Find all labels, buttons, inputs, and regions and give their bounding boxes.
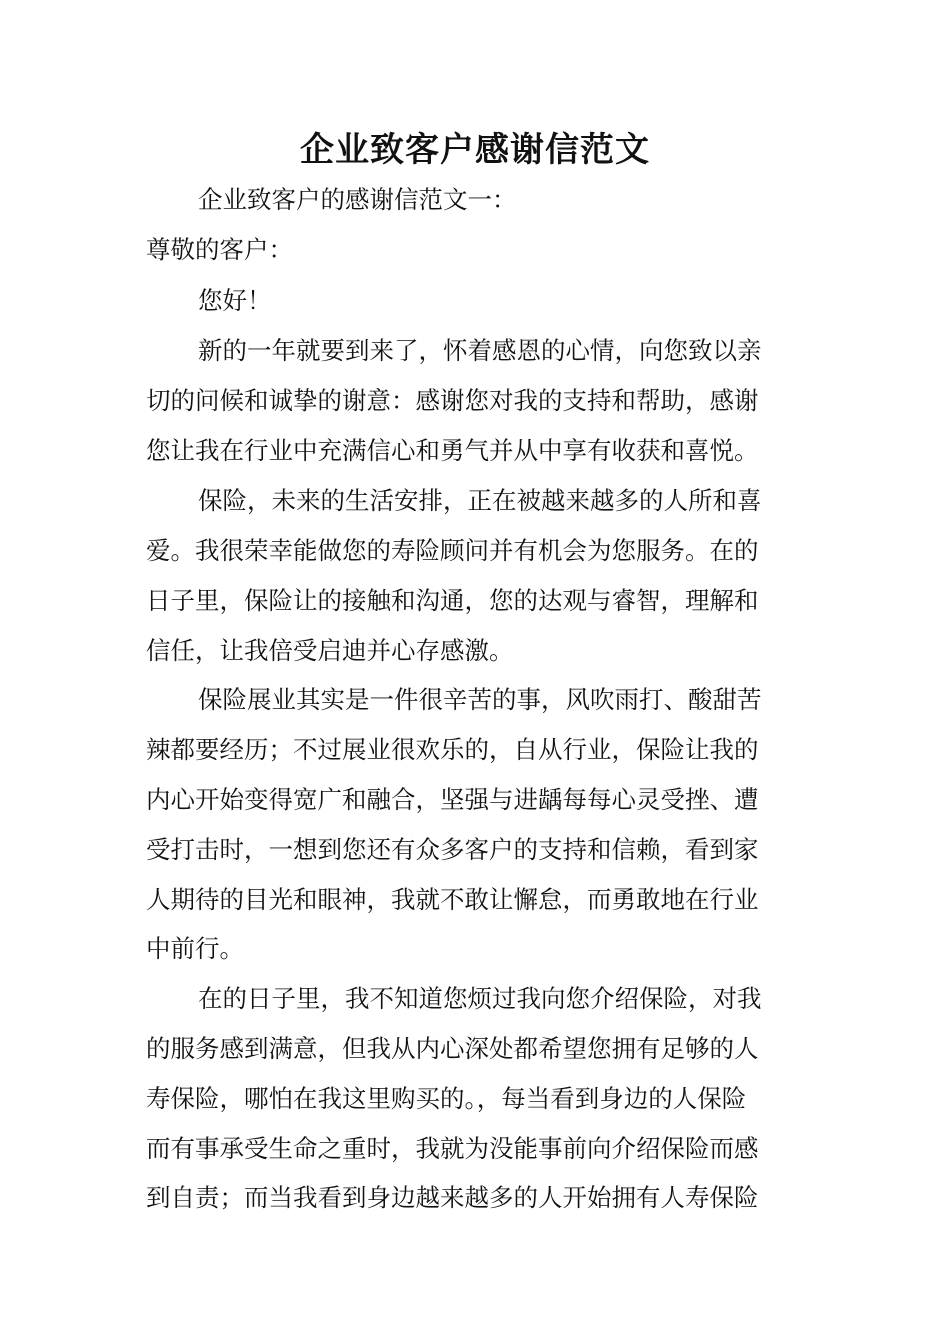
body-line: 在的日子里，我不知道您烦过我向您介绍保险，对我: [198, 984, 762, 1013]
body-line: 到自责；而当我看到身边越来越多的人开始拥有人寿保险: [146, 1183, 759, 1212]
body-line: 而有事承受生命之重时，我就为没能事前向介绍保险而感: [146, 1134, 759, 1163]
salutation-line: 尊敬的客户：: [146, 235, 293, 264]
body-line: 保险展业其实是一件很辛苦的事，风吹雨打、酸甜苦: [198, 685, 762, 714]
body-line: 辣都要经历；不过展业很欢乐的，自从行业，保险让我的: [146, 735, 759, 764]
body-line: 切的问候和诚挚的谢意：感谢您对我的支持和帮助，感谢: [146, 386, 759, 415]
body-line: 日子里，保险让的接触和沟通，您的达观与睿智，理解和: [146, 586, 759, 615]
body-line: 人期待的目光和眼神，我就不敢让懈怠，而勇敢地在行业: [146, 885, 759, 914]
body-line: 信任，让我倍受启迪并心存感激。: [146, 636, 514, 665]
body-line: 保险，未来的生活安排，正在被越来越多的人所和喜: [198, 486, 762, 515]
body-line: 新的一年就要到来了，怀着感恩的心情，向您致以亲: [198, 336, 762, 365]
body-line: 受打击时，一想到您还有众多客户的支持和信赖，看到家: [146, 835, 759, 864]
body-line: 内心开始变得宽广和融合，坚强与进龋每每心灵受挫、遭: [146, 785, 759, 814]
body-line: 的服务感到满意，但我从内心深处都希望您拥有足够的人: [146, 1034, 759, 1063]
greeting-line: 您好！: [198, 286, 272, 315]
body-line: 您让我在行业中充满信心和勇气并从中享有收获和喜悦。: [146, 436, 759, 465]
heading-line: 企业致客户的感谢信范文一：: [198, 185, 517, 214]
body-line: 寿保险，哪怕在我这里购买的。，每当看到身边的人保险: [146, 1084, 747, 1113]
body-line: 中前行。: [146, 934, 244, 963]
body-line: 爱。我很荣幸能做您的寿险顾问并有机会为您服务。在的: [146, 536, 759, 565]
document-title: 企业致客户感谢信范文: [300, 130, 650, 170]
